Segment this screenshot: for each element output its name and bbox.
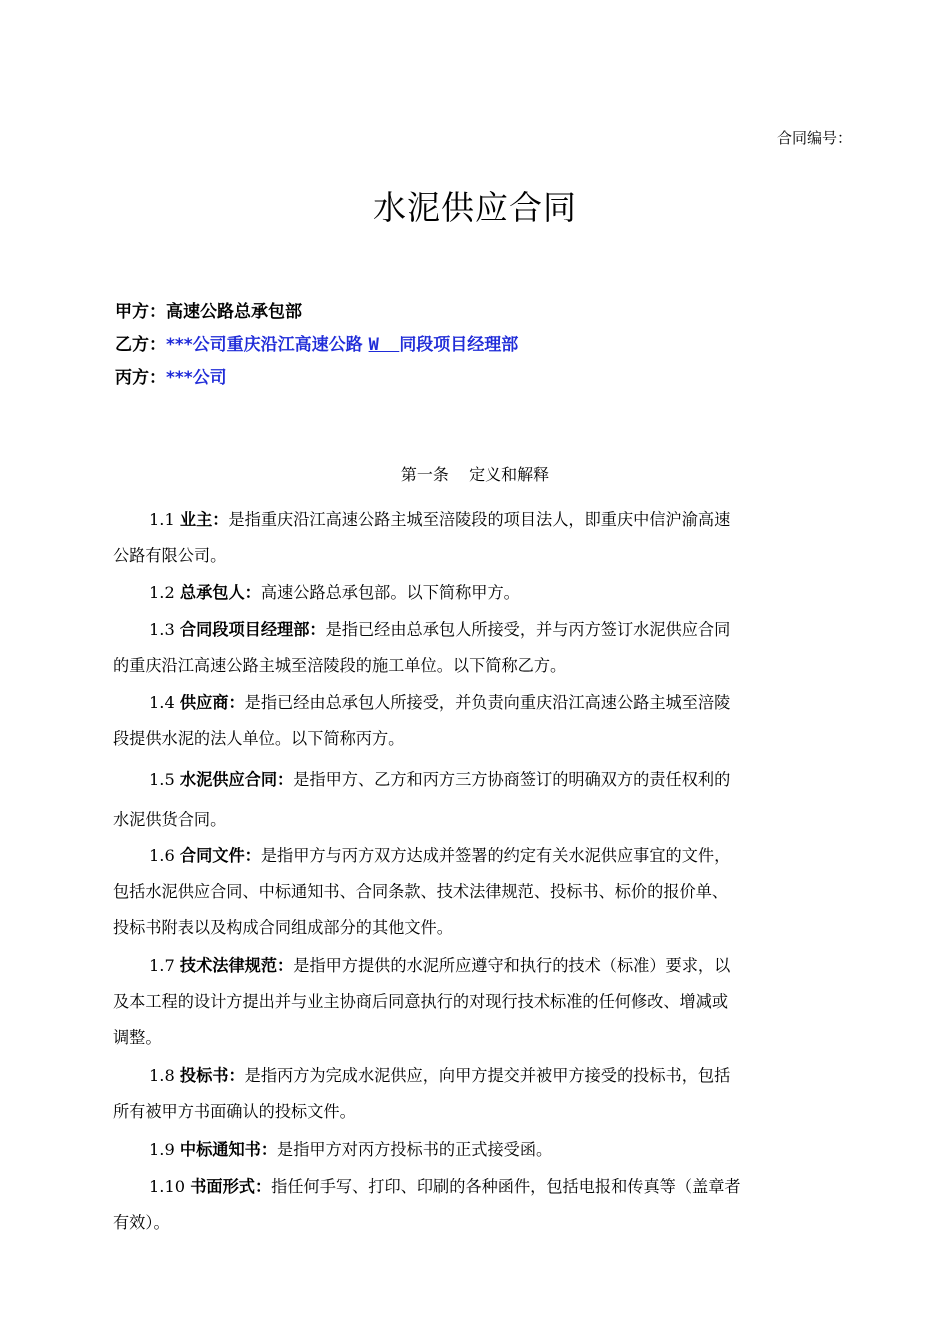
document-title: 水泥供应合同 (373, 188, 577, 227)
party-c-label: 丙方： (115, 368, 166, 388)
party-c-value: ***公司 (166, 368, 227, 388)
section-title: 第一条 定义和解释 (400, 465, 550, 484)
clause-number: 1.8 (149, 1066, 180, 1085)
party-a-value: 高速公路总承包部 (166, 302, 302, 322)
party-b-value-2: 同段项目经理部 (399, 335, 519, 355)
clause-text: 指任何手写、打印、印刷的各种函件，包括电报和传真等（盖章者 (271, 1177, 741, 1196)
clause-text: 水泥供货合同。 (113, 810, 227, 829)
clause-term: 水泥供应合同： (179, 770, 294, 789)
party-c (115, 362, 518, 395)
clause-1-7 (113, 948, 863, 1056)
clause-number: 1.9 (149, 1140, 180, 1159)
clause-1-8 (113, 1058, 863, 1130)
clause-term: 合同段项目经理部： (179, 620, 326, 639)
party-b (115, 329, 518, 362)
clause-number: 1.3 (149, 620, 180, 639)
clause-1-5 (113, 760, 863, 840)
clause-1-1 (113, 502, 863, 574)
clause-text: 高速公路总承包部。以下简称甲方。 (260, 583, 520, 602)
clause-text: 是指甲方与丙方双方达成并签署的约定有关水泥供应事宜的文件， (260, 846, 731, 865)
clause-text: 是指甲方提供的水泥所应遵守和执行的技术（标准）要求，以 (293, 956, 731, 975)
clause-term: 业主： (179, 510, 229, 529)
clause-number: 1.2 (149, 583, 180, 602)
clause-text: 是指已经由总承包人所接受，并与丙方签订水泥供应合同 (325, 620, 731, 639)
contract-number-label: 合同编号： (776, 129, 852, 147)
clause-text: 是指甲方对丙方投标书的正式接受函。 (277, 1140, 553, 1159)
party-a (115, 296, 518, 329)
clause-term: 中标通知书： (179, 1140, 278, 1159)
clause-text: 段提供水泥的法人单位。以下简称丙方。 (113, 729, 405, 748)
clause-1-6 (113, 838, 863, 946)
clause-1-3 (113, 612, 863, 684)
clause-term: 供应商： (179, 693, 245, 712)
clause-number: 1.6 (149, 846, 180, 865)
clause-text: 调整。 (113, 1028, 162, 1047)
clause-term: 技术法律规范： (179, 956, 294, 975)
clause-text: 是指已经由总承包人所接受，并负责向重庆沿江高速公路主城至涪陵 (244, 693, 731, 712)
clause-1-10 (113, 1169, 863, 1241)
clause-term: 合同文件： (179, 846, 261, 865)
party-b-value-1: ***公司重庆沿江高速公路 (166, 335, 369, 355)
clause-text: 及本工程的设计方提出并与业主协商后同意执行的对现行技术标准的任何修改、增减或 (113, 992, 729, 1011)
parties-block (115, 296, 518, 395)
clause-text: 是指丙方为完成水泥供应，向甲方提交并被甲方接受的投标书，包括 (244, 1066, 731, 1085)
party-b-label: 乙方： (115, 335, 166, 355)
clause-number: 1.7 (149, 956, 180, 975)
clause-1-2 (113, 575, 863, 611)
clause-text: 所有被甲方书面确认的投标文件。 (113, 1102, 356, 1121)
clause-term: 书面形式： (190, 1177, 272, 1196)
party-a-label: 甲方： (115, 302, 166, 322)
party-b-value-w: W (368, 335, 400, 355)
clause-number: 1.5 (149, 770, 180, 789)
clause-text: 是指甲方、乙方和丙方三方协商签订的明确双方的责任权利的 (293, 770, 731, 789)
clause-text: 是指重庆沿江高速公路主城至涪陵段的项目法人，即重庆中信沪渝高速 (228, 510, 731, 529)
clause-text: 有效）。 (113, 1213, 170, 1232)
clause-term: 投标书： (179, 1066, 245, 1085)
clause-number: 1.4 (149, 693, 180, 712)
clause-number: 1.10 (149, 1177, 191, 1196)
clause-number: 1.1 (149, 510, 180, 529)
clause-text: 的重庆沿江高速公路主城至涪陵段的施工单位。以下简称乙方。 (113, 656, 567, 675)
clause-text: 包括水泥供应合同、中标通知书、合同条款、技术法律规范、投标书、标价的报价单、 (113, 882, 729, 901)
clause-1-4 (113, 685, 863, 757)
clause-term: 总承包人： (179, 583, 261, 602)
clause-1-9 (113, 1132, 863, 1168)
clause-text: 投标书附表以及构成合同组成部分的其他文件。 (113, 918, 453, 937)
clause-text: 公路有限公司。 (113, 546, 227, 565)
